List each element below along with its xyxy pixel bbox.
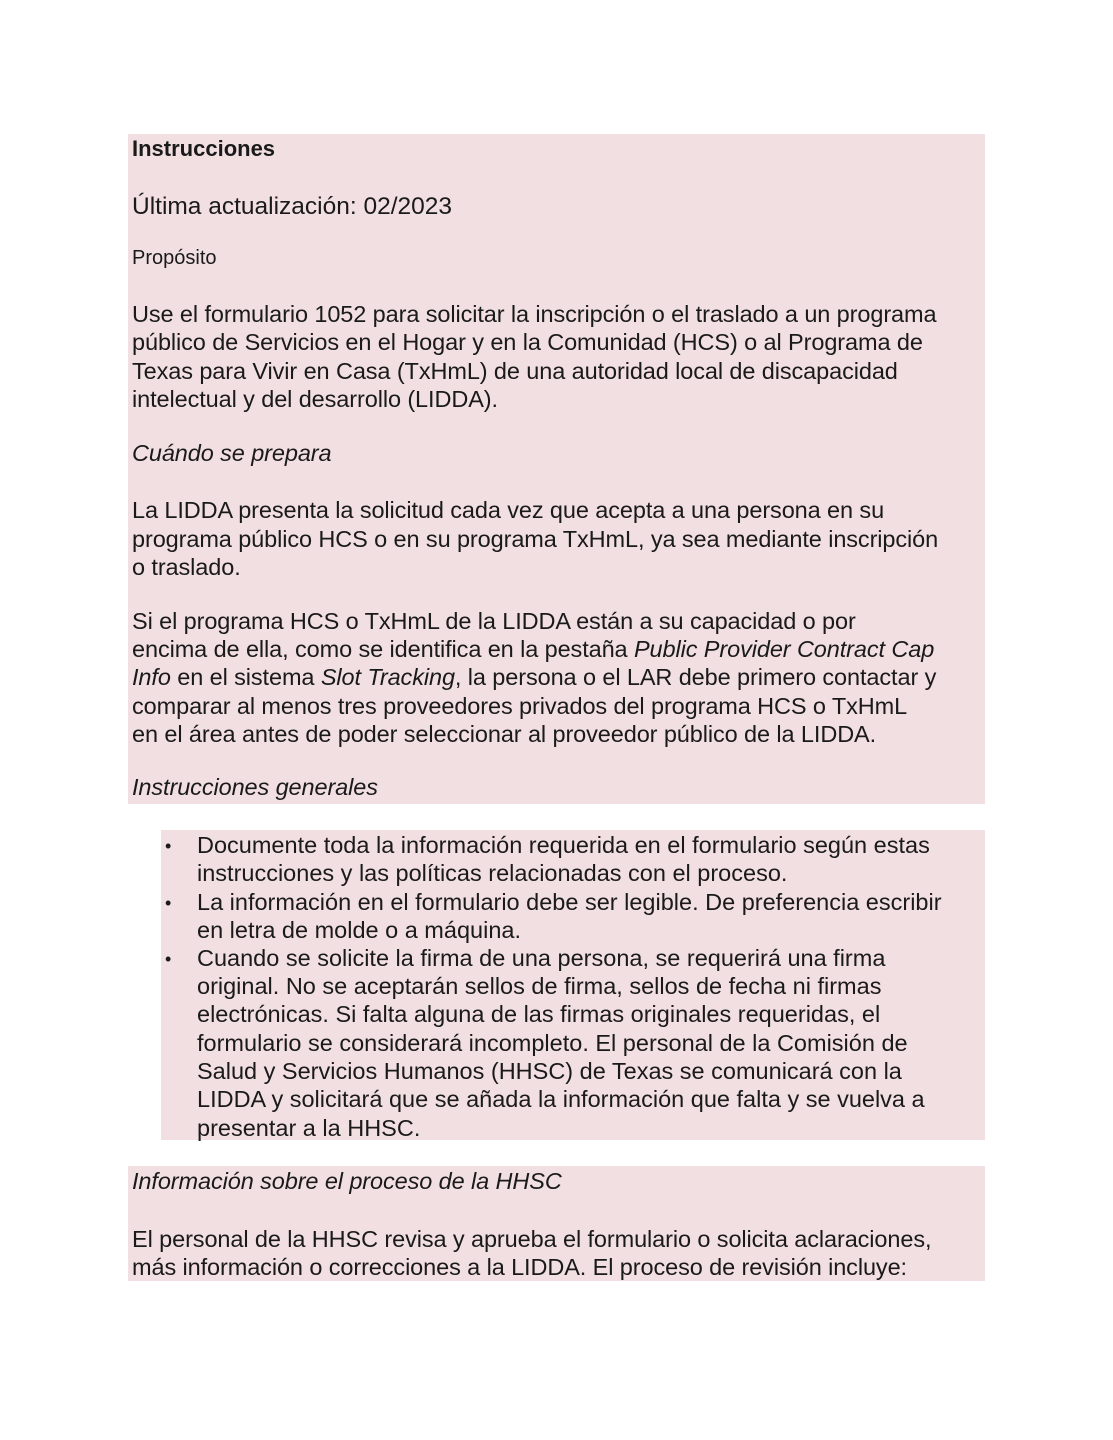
text-line: formulario se considerará incompleto. El personal de la Comisión de bbox=[197, 1030, 908, 1056]
text-line: La información en el formulario debe ser legible. De preferencia escribir bbox=[197, 889, 942, 915]
hhsc-process-heading: Información sobre el proceso de la HHSC bbox=[132, 1168, 562, 1194]
text-line: programa público HCS o en su programa TxHmL, ya sea mediante inscripción bbox=[132, 526, 939, 552]
text-line: en letra de molde o a máquina. bbox=[197, 917, 521, 943]
tab-name-emphasis: Public Provider Contract Cap bbox=[633, 636, 935, 662]
text-line: Use el formulario 1052 para solicitar la inscripción o el traslado a un programa bbox=[132, 301, 937, 327]
text-line: en el área antes de poder seleccionar al proveedor público de la LIDDA. bbox=[132, 721, 877, 747]
purpose-heading: Propósito bbox=[132, 247, 217, 269]
text-span: , la persona o el LAR debe primero contactar y bbox=[454, 664, 937, 690]
text-line: Documente toda la información requerida en el formulario según estas bbox=[197, 832, 930, 858]
text-line: Cuando se solicite la firma de una persona, se requerirá una firma bbox=[197, 945, 886, 971]
when-heading: Cuándo se prepara bbox=[132, 440, 332, 466]
text-line: o traslado. bbox=[132, 554, 241, 580]
text-line bbox=[132, 635, 934, 663]
text-line: presentar a la HHSC. bbox=[197, 1115, 421, 1141]
text-line: intelectual y del desarrollo (LIDDA). bbox=[132, 386, 498, 412]
text-line: comparar al menos tres proveedores privados del programa HCS o TxHmL bbox=[132, 693, 908, 719]
general-instructions-heading: Instrucciones generales bbox=[132, 774, 378, 800]
text-line: Salud y Servicios Humanos (HHSC) de Texas se comunicará con la bbox=[197, 1058, 902, 1084]
text-line: electrónicas. Si falta alguna de las firmas originales requeridas, el bbox=[197, 1001, 881, 1027]
bullet-icon: • bbox=[165, 893, 172, 913]
text-line: La LIDDA presenta la solicitud cada vez que acepta a una persona en su bbox=[132, 497, 885, 523]
text-line: LIDDA y solicitará que se añada la información que falta y se vuelva a bbox=[197, 1086, 925, 1112]
text-line: Si el programa HCS o TxHmL de la LIDDA están a su capacidad o por bbox=[132, 608, 856, 634]
text-line: Texas para Vivir en Casa (TxHmL) de una autoridad local de discapacidad bbox=[132, 358, 898, 384]
document-title: Instrucciones bbox=[132, 136, 276, 161]
bullet-icon: • bbox=[165, 836, 172, 856]
text-line: original. No se aceptarán sellos de firma, sellos de fecha ni firmas bbox=[197, 973, 882, 999]
bullet-icon: • bbox=[165, 949, 172, 969]
text-line: instrucciones y las políticas relacionadas con el proceso. bbox=[197, 860, 788, 886]
last-updated: Última actualización: 02/2023 bbox=[132, 193, 453, 220]
text-line: público de Servicios en el Hogar y en la Comunidad (HCS) o al Programa de bbox=[132, 329, 923, 355]
tab-name-emphasis: Info bbox=[132, 664, 171, 690]
text-line: más información o correcciones a la LIDDA. El proceso de revisión incluye: bbox=[132, 1254, 907, 1280]
text-line: El personal de la HHSC revisa y aprueba el formulario o solicita aclaraciones, bbox=[132, 1226, 932, 1252]
text-span: encima de ella, como se identifica en la pestaña bbox=[132, 636, 634, 662]
system-name-emphasis: Slot Tracking bbox=[320, 664, 455, 690]
text-line bbox=[132, 663, 936, 691]
text-span: en el sistema bbox=[170, 664, 321, 690]
